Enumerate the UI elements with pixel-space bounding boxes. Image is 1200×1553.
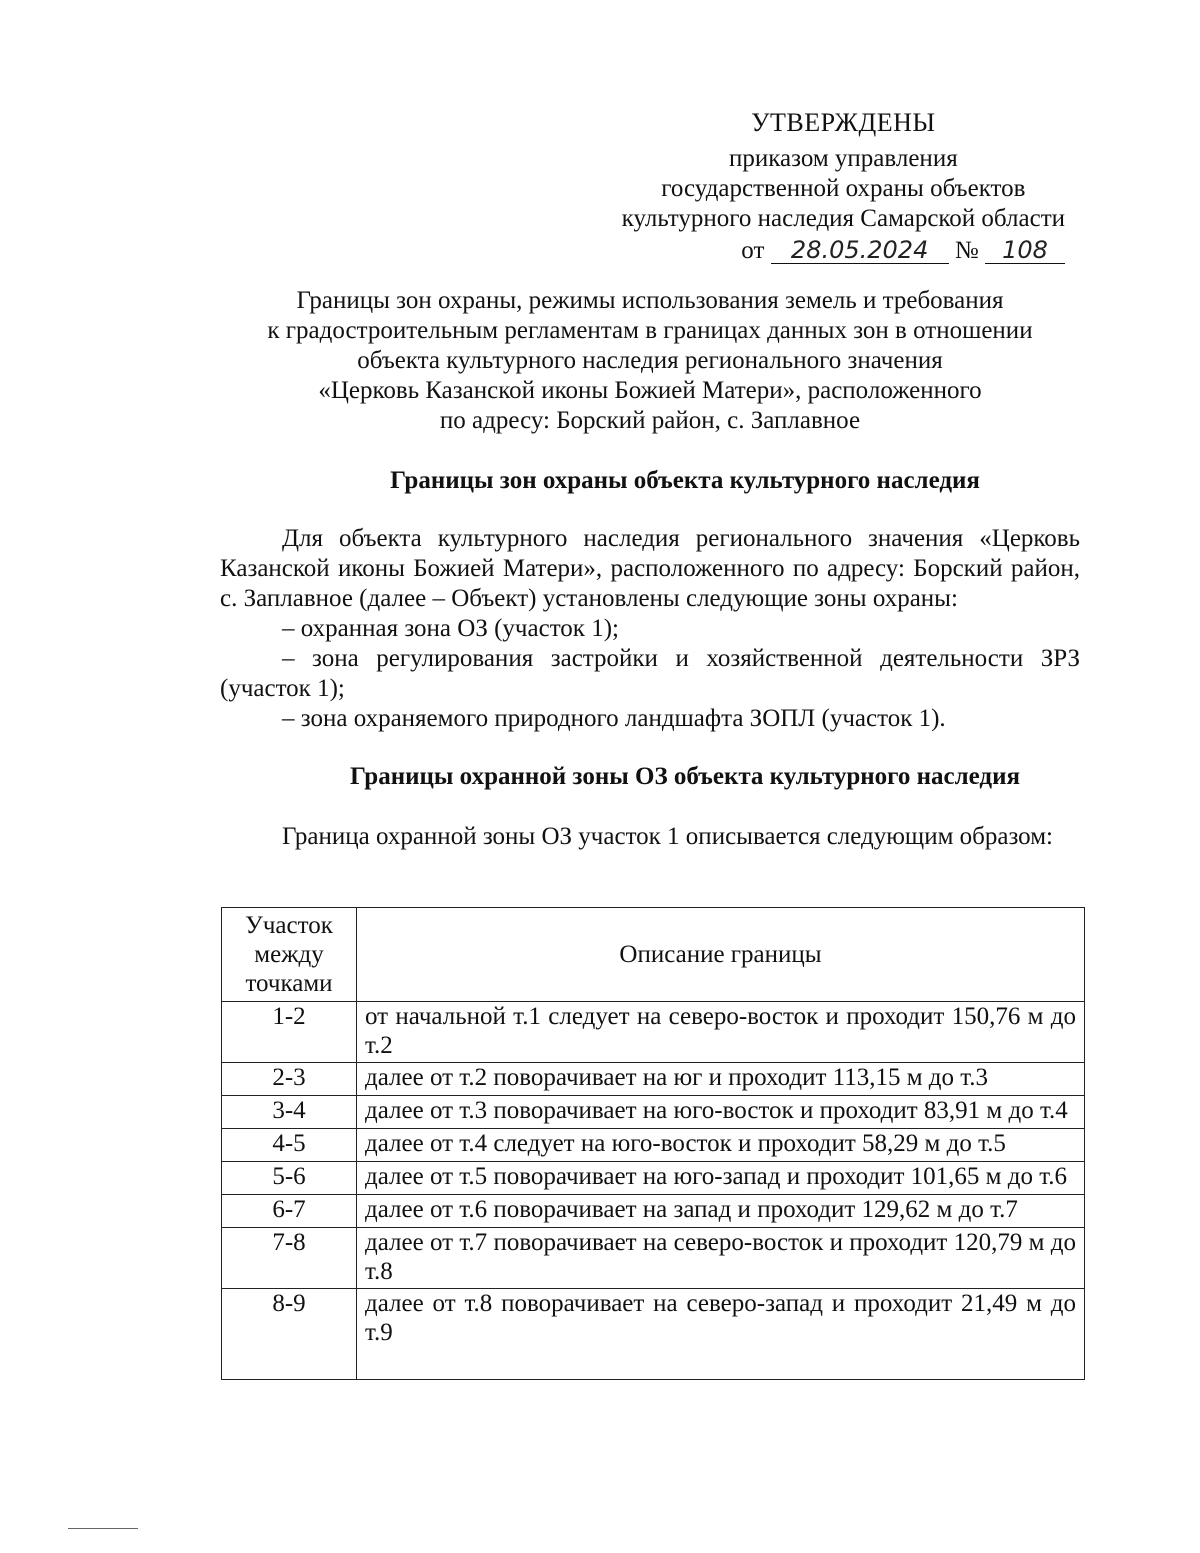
description-cell: далее от т.3 поворачивает на юго-восток и проходит 83,91 м до т.4 bbox=[357, 1096, 1085, 1129]
section-2-intro: Граница охранной зоны ОЗ участок 1 описывается следующим образом: bbox=[282, 823, 1053, 850]
approval-block bbox=[622, 108, 1065, 266]
segment-cell: 3-4 bbox=[222, 1096, 357, 1129]
description-cell: далее от т.8 поворачивает на северо-запад и проходит 21,49 м до т.9 bbox=[357, 1289, 1085, 1380]
table-row bbox=[222, 1129, 1085, 1162]
approval-line-3: культурного наследия Самарской области bbox=[621, 205, 1065, 232]
title-line-4: «Церковь Казанской иконы Божией Матери», расположенного bbox=[318, 377, 982, 404]
approval-line-2: государственной охраны объектов bbox=[661, 175, 1026, 202]
table-row bbox=[222, 1228, 1085, 1289]
zone-item-2: – зона регулирования застройки и хозяйственной деятельности ЗРЗ (участок 1); bbox=[220, 645, 1080, 702]
table-row bbox=[222, 1002, 1085, 1063]
title-line-2: к градостроительным регламентам в границах данных зон в отношении bbox=[267, 317, 1033, 344]
header-segment: Участок между точками bbox=[222, 908, 357, 1002]
scan-artifact-line bbox=[68, 1528, 138, 1529]
table-row bbox=[222, 1096, 1085, 1129]
segment-cell: 6-7 bbox=[222, 1195, 357, 1228]
approval-heading: УТВЕРЖДЕНЫ bbox=[751, 108, 936, 137]
table-row bbox=[222, 1289, 1085, 1380]
segment-cell: 8-9 bbox=[222, 1289, 357, 1380]
segment-cell: 1-2 bbox=[222, 1002, 357, 1063]
description-cell: далее от т.4 следует на юго-восток и проходит 58,29 м до т.5 bbox=[357, 1129, 1085, 1162]
document-title bbox=[220, 286, 1080, 436]
section-2-heading: Границы охранной зоны ОЗ объекта культурного наследия bbox=[349, 763, 1021, 790]
description-cell: от начальной т.1 следует на северо-восток и проходит 150,76 м до т.2 bbox=[357, 1002, 1085, 1063]
section-1-intro: Для объекта культурного наследия регионального значения «Церковь Казанской иконы Божией Матери», расположенного по адресу: Борский район, с. Заплавное (далее – Объект) установлены следующие зоны охраны: bbox=[220, 525, 1080, 612]
section-1-body bbox=[220, 524, 1080, 734]
description-cell: далее от т.6 поворачивает на запад и проходит 129,62 м до т.7 bbox=[357, 1195, 1085, 1228]
segment-cell: 2-3 bbox=[222, 1063, 357, 1096]
section-2-body bbox=[220, 822, 1080, 852]
handwritten-number: 108 bbox=[985, 237, 1065, 264]
approval-date-line bbox=[622, 236, 1065, 266]
segment-cell: 7-8 bbox=[222, 1228, 357, 1289]
number-prefix: № bbox=[954, 237, 979, 264]
segment-cell: 5-6 bbox=[222, 1162, 357, 1195]
description-cell: далее от т.2 поворачивает на юг и проходит 113,15 м до т.3 bbox=[357, 1063, 1085, 1096]
approval-line-1: приказом управления bbox=[728, 145, 958, 172]
description-cell: далее от т.5 поворачивает на юго-запад и проходит 101,65 м до т.6 bbox=[357, 1162, 1085, 1195]
table-header-row bbox=[222, 908, 1085, 1002]
segment-cell: 4-5 bbox=[222, 1129, 357, 1162]
date-prefix: от bbox=[741, 237, 765, 264]
handwritten-date: 28.05.2024 bbox=[771, 237, 949, 264]
zone-item-3: – зона охраняемого природного ландшафта ЗОПЛ (участок 1). bbox=[282, 705, 946, 732]
zone-item-1: – охранная зона ОЗ (участок 1); bbox=[282, 615, 619, 642]
description-cell: далее от т.7 поворачивает на северо-восток и проходит 120,79 м до т.8 bbox=[357, 1228, 1085, 1289]
boundary-table bbox=[221, 907, 1085, 1380]
table-row bbox=[222, 1063, 1085, 1096]
table-row bbox=[222, 1195, 1085, 1228]
title-line-3: объекта культурного наследия регионального значения bbox=[357, 347, 943, 374]
title-line-5: по адресу: Борский район, с. Заплавное bbox=[439, 407, 861, 434]
table-row bbox=[222, 1162, 1085, 1195]
header-description: Описание границы bbox=[357, 908, 1085, 1002]
title-line-1: Границы зон охраны, режимы использования земель и требования bbox=[296, 287, 1004, 314]
section-1-heading: Границы зон охраны объекта культурного наследия bbox=[390, 467, 980, 494]
